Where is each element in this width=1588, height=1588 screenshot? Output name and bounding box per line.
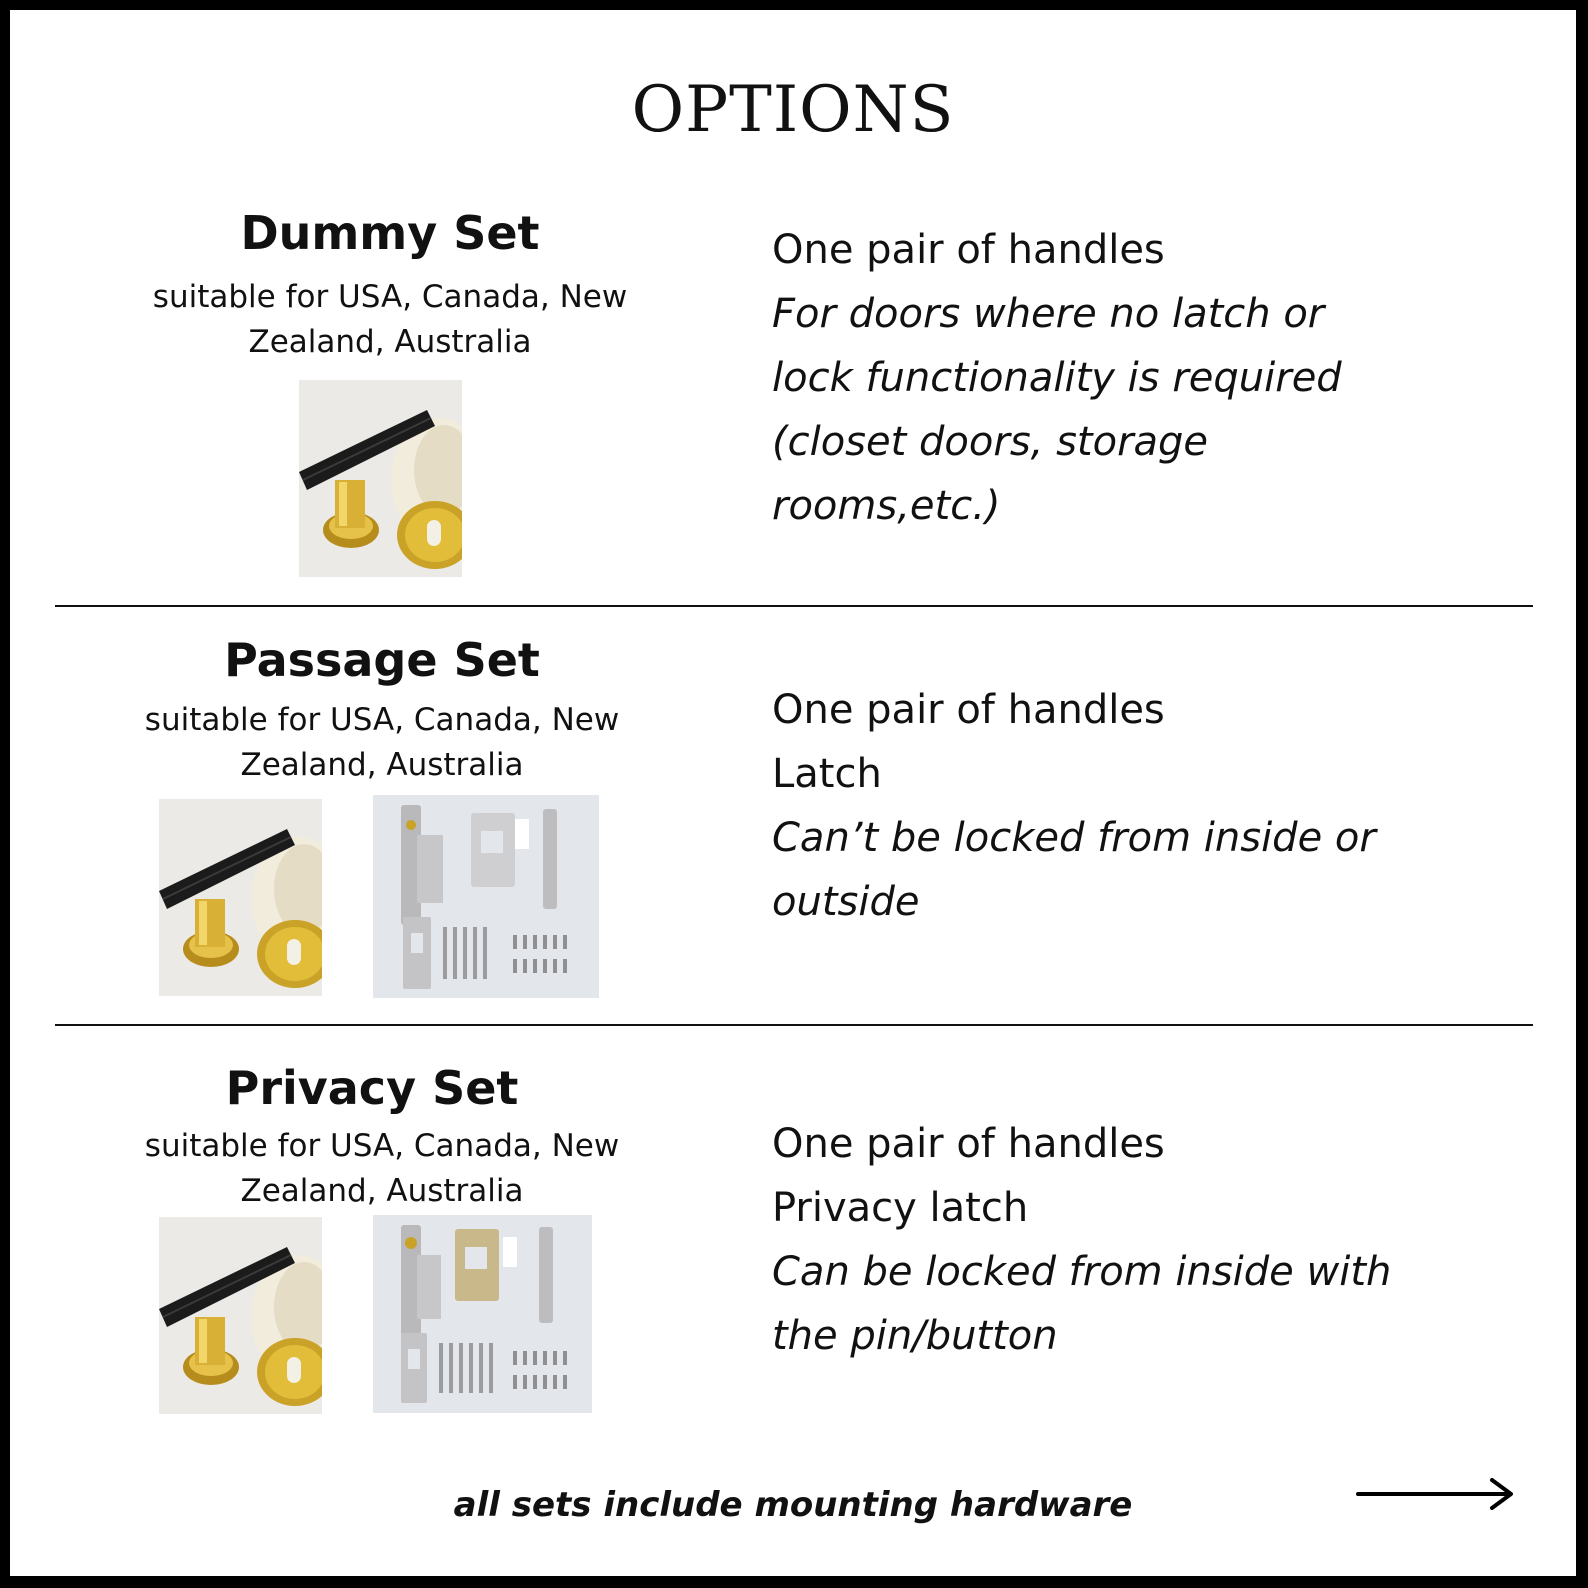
latch-hardware-image bbox=[373, 1215, 592, 1413]
description-line: One pair of handles bbox=[772, 227, 1165, 273]
lever-handle-image bbox=[299, 380, 462, 577]
description-line: rooms,etc.) bbox=[772, 483, 1001, 529]
privacy-set-latch-photo bbox=[373, 1215, 592, 1413]
description-line: One pair of handles bbox=[772, 687, 1165, 733]
description-line: outside bbox=[772, 879, 920, 925]
page-title: OPTIONS bbox=[631, 73, 955, 147]
privacy-set-description bbox=[772, 1112, 1492, 1368]
privacy-set-handle-photo bbox=[159, 1217, 322, 1414]
passage-set-title: Passage Set bbox=[224, 633, 540, 687]
description-line: One pair of handles bbox=[772, 1121, 1165, 1167]
passage-set-description bbox=[772, 678, 1492, 934]
description-line: Can’t be locked from inside or bbox=[772, 815, 1376, 861]
dummy-set-title: Dummy Set bbox=[240, 206, 540, 260]
description-line: lock functionality is required bbox=[772, 355, 1342, 401]
description-line: For doors where no latch or bbox=[772, 291, 1325, 337]
lever-handle-image bbox=[159, 799, 322, 996]
passage-set-suitable: suitable for USA, Canada, New Zealand, Australia bbox=[144, 702, 620, 783]
right-arrow-icon[interactable] bbox=[1356, 1476, 1516, 1516]
dummy-set-description bbox=[772, 218, 1492, 538]
section-divider bbox=[55, 605, 1533, 607]
dummy-set-handle-photo bbox=[299, 380, 462, 577]
footer-note: all sets include mounting hardware bbox=[453, 1485, 1133, 1525]
passage-set-handle-photo bbox=[159, 799, 322, 996]
passage-set-latch-photo bbox=[373, 795, 599, 998]
description-line: (closet doors, storage bbox=[772, 419, 1209, 465]
latch-hardware-image bbox=[373, 795, 599, 998]
lever-handle-image bbox=[159, 1217, 322, 1414]
dummy-set-suitable: suitable for USA, Canada, New Zealand, Australia bbox=[152, 279, 628, 360]
options-panel bbox=[10, 10, 1576, 1576]
privacy-set-suitable: suitable for USA, Canada, New Zealand, Australia bbox=[144, 1128, 620, 1209]
description-line: Privacy latch bbox=[772, 1185, 1029, 1231]
description-line: Can be locked from inside with bbox=[772, 1249, 1392, 1295]
privacy-set-title: Privacy Set bbox=[225, 1061, 519, 1115]
description-line: Latch bbox=[772, 751, 882, 797]
section-divider bbox=[55, 1024, 1533, 1026]
description-line: the pin/button bbox=[772, 1313, 1058, 1359]
